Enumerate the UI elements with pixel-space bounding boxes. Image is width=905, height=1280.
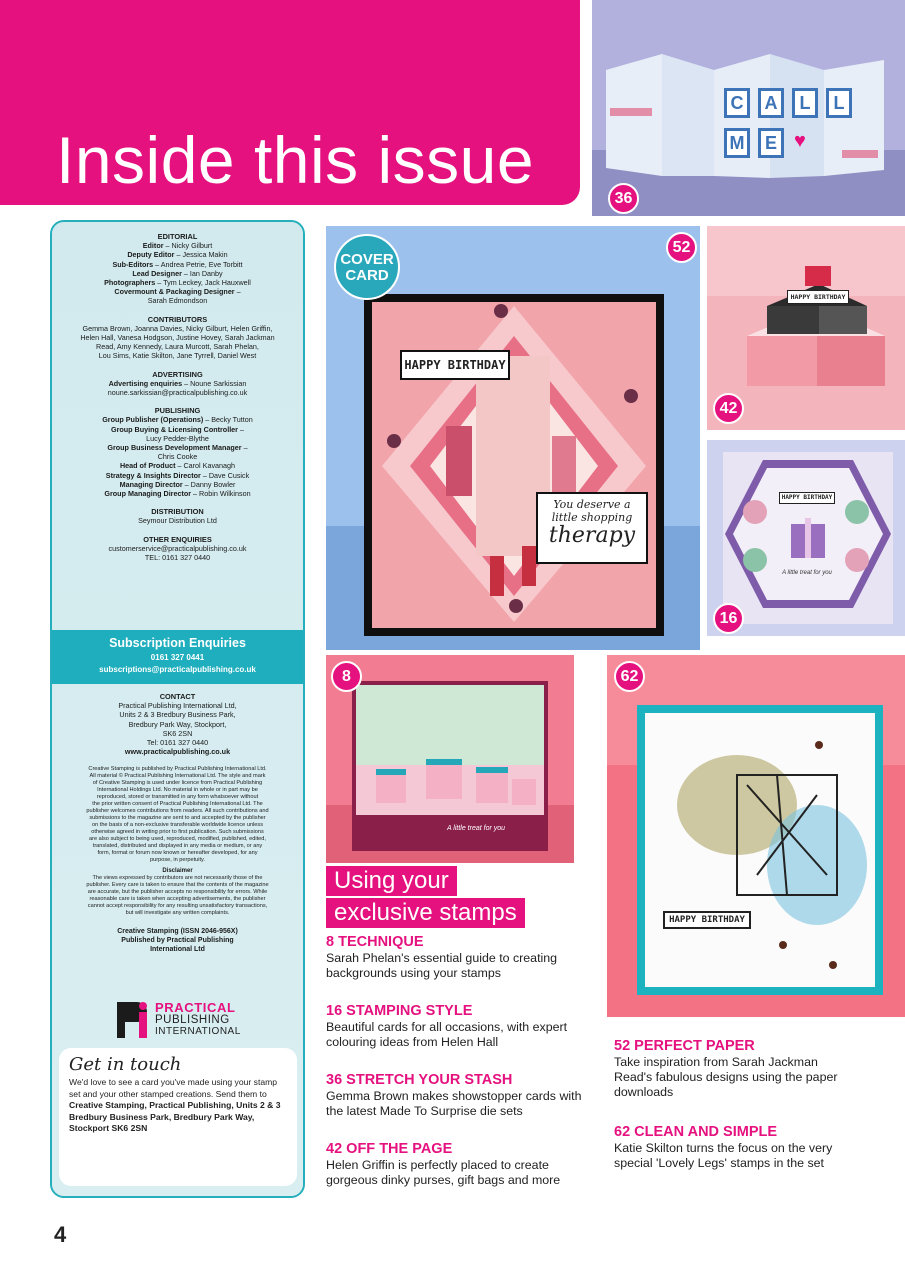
- advertising-section: [52, 370, 303, 398]
- credit-line: Group Managing Director – Robin Wilkinson: [104, 489, 251, 499]
- therapy-line-1: You deserve a: [553, 498, 631, 511]
- section-tag-line-2: exclusive stamps: [326, 898, 525, 928]
- photo-presents-card: [326, 655, 574, 863]
- credit-line: Chris Cooke: [157, 452, 198, 462]
- contact-line: Practical Publishing International Ltd,: [118, 701, 237, 711]
- page-badge-36: 36: [608, 183, 639, 214]
- feature-description: Take inspiration from Sarah Jackman Read's fabulous designs using the paper downloads: [614, 1055, 838, 1099]
- section-heading: OTHER ENQUIRIES: [143, 534, 212, 544]
- feature-title: 62 CLEAN AND SIMPLE: [614, 1124, 778, 1140]
- page-number: 4: [54, 1222, 67, 1247]
- page-badge-16: 16: [713, 603, 744, 634]
- publisher-logo-text: PRACTICAL PUBLISHING INTERNATIONAL: [155, 1000, 241, 1037]
- credit-line: Sub-Editors – Andrea Petrie, Eve Torbitt: [112, 259, 243, 269]
- feature-off-the-page[interactable]: [326, 1141, 601, 1188]
- subscription-title: Subscription Enquiries: [109, 636, 246, 650]
- credit-line: Group Publisher (Operations) – Becky Tutton: [102, 415, 253, 425]
- page-badge-8: 8: [331, 661, 362, 692]
- call-me-letter-3: L: [792, 88, 818, 118]
- credit-line: Lou Sims, Katie Skilton, Jane Tyrrell, Daniel West: [98, 351, 257, 361]
- photo-cover-card: [326, 226, 700, 650]
- contributors-section: [52, 315, 303, 361]
- credit-line: Read, Amy Kennedy, Laura Murcott, Sarah Phelan,: [96, 342, 259, 352]
- contact-line: Bredbury Park Way, Stockport,: [128, 719, 227, 729]
- section-tag-line-1: Using your: [326, 866, 457, 896]
- feature-technique[interactable]: [326, 934, 601, 981]
- credit-line: noune.sarkissian@practicalpublishing.co.uk: [107, 388, 248, 398]
- section-heading: CONTRIBUTORS: [147, 314, 208, 324]
- credit-line: Covermount & Packaging Designer –: [114, 287, 241, 297]
- cover-tag-line-2: CARD: [345, 267, 389, 284]
- feature-perfect-paper[interactable]: [614, 1038, 854, 1100]
- call-me-letter-4: L: [826, 88, 852, 118]
- contact-line: Tel: 0161 327 0440: [146, 738, 209, 748]
- other-enquiries-section: [52, 535, 303, 563]
- credit-line: Strategy & Insights Director – Dave Cusick: [105, 470, 250, 480]
- section-heading: EDITORIAL: [157, 232, 198, 241]
- therapy-line-2: little shopping: [551, 511, 633, 524]
- clean-card-illustration: [607, 655, 905, 1017]
- call-me-letter-1: C: [724, 88, 750, 118]
- feature-stretch-your-stash[interactable]: [326, 1072, 601, 1119]
- credit-line: Gemma Brown, Joanna Davies, Nicky Gilburt, Helen Griffin,: [82, 323, 273, 333]
- feature-title: 42 OFF THE PAGE: [326, 1141, 453, 1157]
- subscription-email: subscriptions@practicalpublishing.co.uk: [99, 665, 256, 674]
- call-me-letter-2: A: [758, 88, 784, 118]
- cover-tag-line-1: COVER: [340, 251, 394, 268]
- feature-title: 52 PERFECT PAPER: [614, 1038, 755, 1054]
- contact-section: [52, 692, 303, 756]
- credit-line: TEL: 0161 327 0440: [144, 553, 211, 563]
- publishing-section: [52, 406, 303, 498]
- subscription-phone: 0161 327 0441: [150, 653, 205, 662]
- presents-sub: A little treat for you: [446, 825, 506, 832]
- credit-line: Photographers – Tym Leckey, Jack Hauxwell: [104, 278, 251, 288]
- masthead-sidebar: [50, 220, 305, 1198]
- cover-card-tag: [334, 234, 400, 300]
- page-title: Inside this issue: [56, 123, 535, 197]
- disclaimer: Disclaimer The views expressed by contributors are not necessarily those of the publisher. Every care is taken to ensure that the contents of the magazine are accurate, but the publisher accepts no responsibility for errors. While reasonable care is taken when accepting advertisements, the publisher cannot accept responsibility for any resulting unsatisfactory transactions, but will investigate any written complaints.: [52, 868, 303, 917]
- cover-sentiment-therapy: [536, 492, 648, 564]
- feature-description: Helen Griffin is perfectly placed to create gorgeous dinky purses, gift bags and more: [326, 1158, 561, 1187]
- get-in-touch-text: We'd love to see a card you've made using your stamp set and your other stamped creations. Send them to Creative Stamping, Practical Publishing, Units 2 & 3 Bredbury Business Park, Bredbury Park Way, Stockport SK6 2SN: [69, 1077, 281, 1134]
- editorial-section: [52, 232, 303, 306]
- section-heading: PUBLISHING: [154, 406, 201, 416]
- credit-line: Deputy Editor – Jessica Makin: [127, 250, 228, 260]
- credit-line: Group Buying & Licensing Controller –: [111, 424, 244, 434]
- credit-line: Seymour Distribution Ltd: [138, 516, 217, 526]
- hexagon-label: HAPPY BIRTHDAY: [779, 492, 835, 504]
- publisher-logo-icon: [117, 1002, 151, 1038]
- section-heading: CONTACT: [159, 692, 196, 701]
- contact-line: SK6 2SN: [162, 728, 193, 738]
- photo-clean-card: [607, 655, 905, 1017]
- credit-line: Lead Designer – Ian Danby: [132, 268, 223, 278]
- call-me-letter-5: M: [724, 128, 750, 158]
- feature-title: 8 TECHNIQUE: [326, 934, 424, 950]
- sidebar-content-bottom: [52, 692, 303, 954]
- section-heading: DISTRIBUTION: [151, 507, 204, 517]
- get-in-touch-title: Get in touch: [69, 1054, 182, 1075]
- disclaimer-heading: Disclaimer: [162, 868, 193, 875]
- distribution-section: [52, 507, 303, 525]
- feature-description: Beautiful cards for all occasions, with expert colouring ideas from Helen Hall: [326, 1020, 568, 1049]
- feature-description: Gemma Brown makes showstopper cards with the latest Made To Surprise die sets: [326, 1089, 582, 1118]
- credit-line: Managing Director – Danny Bowler: [119, 479, 236, 489]
- hexagon-sub: A little treat for you: [782, 570, 832, 576]
- gift-box-label: HAPPY BIRTHDAY: [787, 290, 849, 304]
- sidebar-content-top: [52, 232, 303, 562]
- feature-stamping-style[interactable]: [326, 1003, 601, 1050]
- heart-icon: ♥: [794, 130, 806, 152]
- feature-title: 16 STAMPING STYLE: [326, 1003, 473, 1019]
- credit-line: Head of Product – Carol Kavanagh: [119, 461, 236, 471]
- credit-line: Advertising enquiries – Noune Sarkissian: [108, 378, 247, 388]
- publisher-logo: [117, 1000, 247, 1040]
- credit-line: Editor – Nicky Gilburt: [142, 241, 213, 251]
- get-in-touch-box: [59, 1048, 297, 1186]
- legal-notice: Creative Stamping is published by Practical Publishing International Ltd. All material © Practical Publishing International Ltd. The style and mark of Creative Stamping is used under licence from Practical Publishing International Holdings Ltd. No material in whole or in part may be reproduced, stored or transmitted in any form whatsoever without the prior written consent of Practical Publishing International Ltd. The publisher welcomes contributions from readers. All such contributions and submissions to the magazine are sent to and accepted by the publisher on the basis of a non-exclusive transferable worldwide licence unless otherwise agreed in writing prior to first publication. Such submissions are also subject to being used, reproduced, modified, published, edited, translated, distributed and displayed in any media or medium, or any form, format or forum now known or hereafter developed, for any purpose, in perpetuity.: [86, 766, 269, 864]
- subscription-band: [52, 630, 303, 684]
- page-badge-42: 42: [713, 393, 744, 424]
- issn-notice: Creative Stamping (ISSN 2046-956X) Published by Practical Publishing International Ltd: [117, 928, 238, 954]
- feature-clean-and-simple[interactable]: [614, 1124, 854, 1171]
- call-me-letter-6: E: [758, 128, 784, 158]
- clean-card-label: HAPPY BIRTHDAY: [663, 911, 751, 929]
- cover-sentiment-happy-birthday: HAPPY BIRTHDAY: [400, 350, 510, 380]
- section-heading: ADVERTISING: [152, 369, 203, 379]
- feature-description: Sarah Phelan's essential guide to creating backgrounds using your stamps: [326, 951, 558, 980]
- page-badge-62: 62: [614, 661, 645, 692]
- credit-line: Sarah Edmondson: [147, 296, 208, 306]
- credit-line: Lucy Pedder-Blythe: [146, 433, 209, 443]
- page-badge-52: 52: [666, 232, 697, 263]
- therapy-line-3: therapy: [548, 523, 636, 548]
- credit-line: customerservice@practicalpublishing.co.uk: [108, 543, 247, 553]
- feature-title: 36 STRETCH YOUR STASH: [326, 1072, 513, 1088]
- contact-website-link[interactable]: www.practicalpublishing.co.uk: [124, 747, 231, 757]
- credit-line: Helen Hall, Vanesa Hodgson, Justine Hovey, Sarah Jackman: [80, 333, 275, 343]
- photo-call-me-card: [592, 0, 905, 216]
- credit-line: Group Business Development Manager –: [107, 443, 248, 453]
- contact-line: Units 2 & 3 Bredbury Business Park,: [119, 710, 236, 720]
- feature-description: Katie Skilton turns the focus on the very special 'Lovely Legs' stamps in the set: [614, 1141, 833, 1170]
